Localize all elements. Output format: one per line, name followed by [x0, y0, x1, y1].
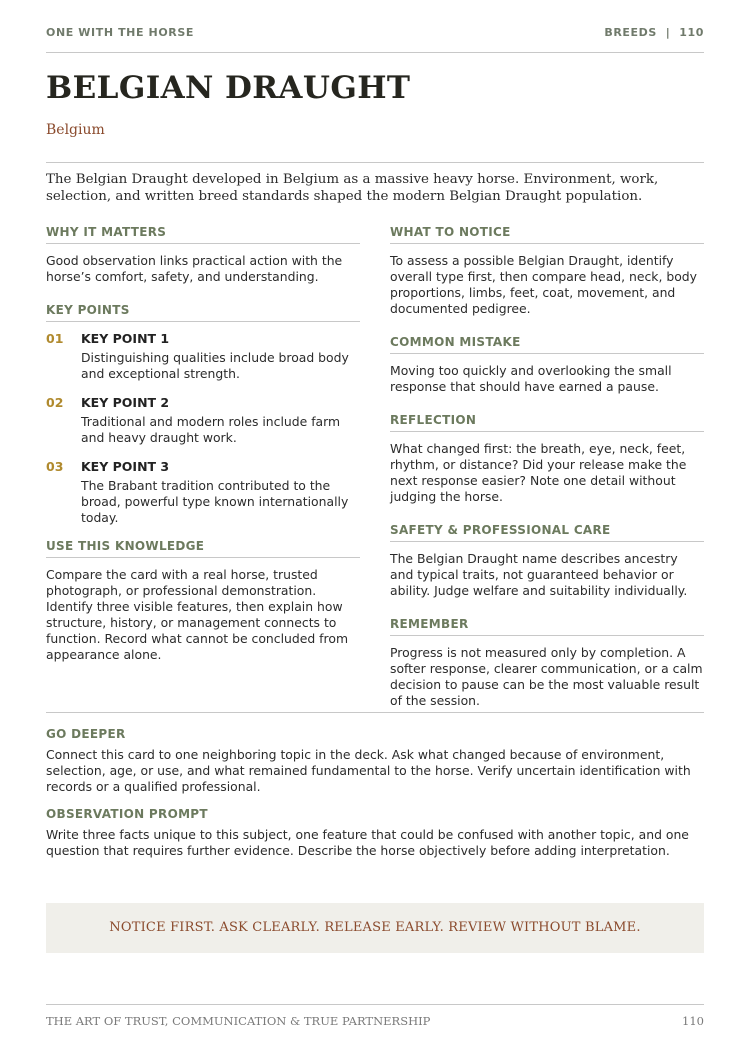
section-text: To assess a possible Belgian Draught, identify overall type first, then compare head, neck, body proportions, limbs, feet, coat, movement, and documented pedigree. [390, 253, 697, 316]
key-points-section [46, 303, 360, 526]
section-heading: GO DEEPER [46, 727, 126, 741]
left-column [46, 225, 360, 681]
right-column [390, 225, 704, 727]
go-deeper-section [46, 727, 704, 795]
reflection-section [390, 413, 704, 505]
use-this-knowledge-section [46, 539, 360, 663]
key-point [46, 459, 360, 526]
key-point-number: 02 [46, 395, 64, 410]
section-heading: REFLECTION [390, 413, 704, 432]
footer-book-subtitle: THE ART OF TRUST, COMMUNICATION & TRUE PARTNERSHIP [46, 1014, 431, 1028]
section-heading: WHAT TO NOTICE [390, 225, 704, 244]
key-point-number: 03 [46, 459, 64, 474]
intro-paragraph: The Belgian Draught developed in Belgium as a massive heavy horse. Environment, work, selection, and written breed standards shaped the modern Belgian Draught population. [46, 172, 659, 204]
section-text: Progress is not measured only by completion. A softer response, clearer communication, or a calm decision to pause can be the most valuable result of the session. [390, 645, 703, 708]
key-point-text: Traditional and modern roles include farm and heavy draught work. [81, 414, 341, 445]
title-divider [46, 162, 704, 163]
section-heading: COMMON MISTAKE [390, 335, 704, 354]
section-heading: OBSERVATION PROMPT [46, 807, 208, 821]
footer-divider [46, 1004, 704, 1005]
remember-section [390, 617, 704, 709]
origin-subtitle: Belgium [46, 122, 105, 138]
section-text: Compare the card with a real horse, trusted photograph, or professional demonstration. Identify three visible features, then explain how structure, history, or management connects to function. Record what cannot be concluded from appearance alone. [46, 567, 349, 662]
motto-callout: NOTICE FIRST. ASK CLEARLY. RELEASE EARLY. REVIEW WITHOUT BLAME. [46, 903, 704, 953]
key-point-text: Distinguishing qualities include broad body and exceptional strength. [81, 350, 349, 381]
common-mistake-section [390, 335, 704, 395]
key-point-title: KEY POINT 3 [81, 459, 170, 474]
section-page-label: BREEDS | 110 [604, 26, 704, 39]
safety-section [390, 523, 704, 599]
key-point-number: 01 [46, 331, 64, 346]
why-it-matters-section [46, 225, 360, 285]
key-point [46, 395, 360, 446]
what-to-notice-section [390, 225, 704, 317]
page-number: 110 [682, 1014, 704, 1028]
section-heading: SAFETY & PROFESSIONAL CARE [390, 523, 704, 542]
section-text: Moving too quickly and overlooking the small response that should have earned a pause. [390, 363, 672, 394]
section-text: Good observation links practical action with the horse’s comfort, safety, and understanding. [46, 253, 343, 284]
observation-prompt-section [46, 807, 704, 859]
section-heading: USE THIS KNOWLEDGE [46, 539, 360, 558]
section-heading: REMEMBER [390, 617, 704, 636]
section-text: What changed first: the breath, eye, neck, feet, rhythm, or distance? Did your release make the next response easier? Note one detail without judging the horse. [390, 441, 687, 504]
key-point [46, 331, 360, 382]
section-heading: WHY IT MATTERS [46, 225, 360, 244]
page [46, 0, 704, 1050]
page-title: BELGIAN DRAUGHT [46, 70, 411, 106]
book-title: ONE WITH THE HORSE [46, 26, 194, 39]
section-text: Connect this card to one neighboring topic in the deck. Ask what changed because of environment, selection, age, or use, and what remained fundamental to the horse. Verify uncertain identification with records or a qualified professional. [46, 747, 691, 794]
body-divider [46, 712, 704, 713]
section-heading: KEY POINTS [46, 303, 360, 322]
header-divider [46, 52, 704, 53]
running-head [46, 26, 704, 40]
key-point-title: KEY POINT 2 [81, 395, 170, 410]
key-point-text: The Brabant tradition contributed to the broad, powerful type known internationally today. [81, 478, 349, 525]
section-text: The Belgian Draught name describes ancestry and typical traits, not guaranteed behavior or ability. Judge welfare and suitability individually. [390, 551, 688, 598]
section-text: Write three facts unique to this subject, one feature that could be confused with another topic, and one question that requires further evidence. Describe the horse objectively before adding interpretation. [46, 827, 689, 858]
key-point-title: KEY POINT 1 [81, 331, 170, 346]
